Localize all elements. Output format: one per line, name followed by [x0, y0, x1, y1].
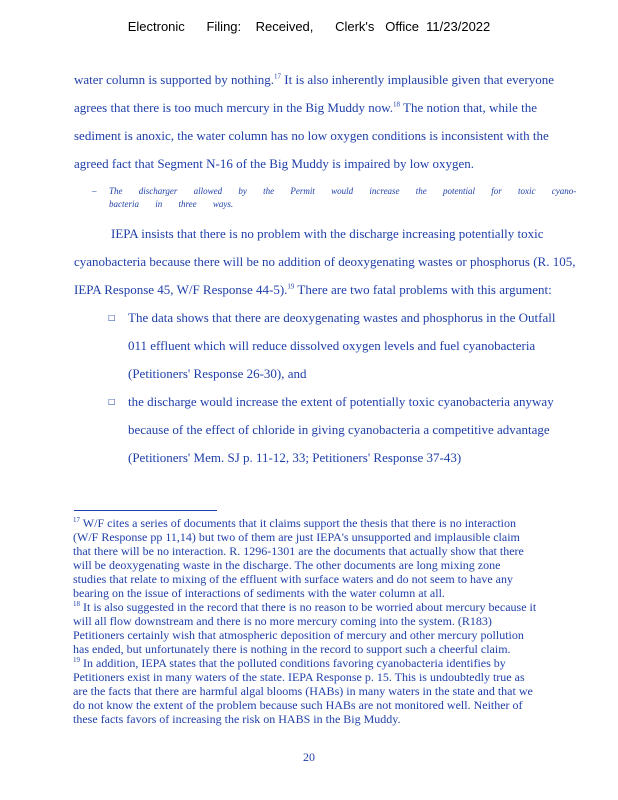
bullet1-line2: 011 effluent which will reduce dissolved oxygen levels and fuel cyanobacteria	[128, 338, 536, 353]
footnote-ref-18: 18	[393, 100, 401, 109]
footnote-18-line4: has ended, but unfortunately there is nothing in the record to support such a cheerful claim.	[73, 642, 511, 656]
text-run: There are two fatal problems with this argument:	[294, 282, 552, 297]
footnote-18-line1	[73, 600, 536, 615]
bullet2-line3: (Petitioners' Mem. SJ p. 11-12, 33; Petitioners' Response 37-43)	[128, 450, 462, 465]
heading-dash: –	[92, 186, 97, 196]
paragraph2-line2: cyanobacteria because there will be no addition of deoxygenating wastes or phosphorus (R. 105,	[74, 254, 576, 269]
bullet1-line3: (Petitioners' Response 26-30), and	[128, 366, 307, 381]
section-heading-line2: bacteria in three ways.	[109, 199, 234, 209]
paragraph1-line1	[74, 72, 554, 88]
footnote-mark: 19	[73, 656, 80, 664]
text-run: In addition, IEPA states that the polluted conditions favoring cyanobacteria identifies by	[80, 656, 506, 670]
text-run: agrees that there is too much mercury in the Big Muddy now.	[74, 100, 394, 115]
paragraph1-line4: agreed fact that Segment N-16 of the Big Muddy is impaired by low oxygen.	[74, 156, 475, 171]
page-number: 20	[303, 750, 315, 764]
footnote-18-line3: Petitioners certainly wish that atmospheric deposition of mercury and other mercury pollution	[73, 628, 524, 642]
bullet2-line1: the discharge would increase the extent of potentially toxic cyanobacteria anyway	[128, 394, 554, 409]
checkbox-bullet-icon: □	[108, 313, 116, 322]
footnote-19-line4: do not know the extent of the problem because such HABs are not monitored well. Neither of	[73, 698, 523, 712]
footnote-ref-19: 19	[287, 282, 295, 291]
filing-header: Electronic Filing: Received, Clerk's Office 11/23/2022	[127, 19, 491, 34]
footnote-19-line3: are the facts that there are harmful algal blooms (HABs) in many waters in the state and that we	[73, 684, 533, 698]
footnote-separator	[74, 510, 217, 511]
footnote-mark: 18	[73, 600, 80, 608]
footnote-19-line2: Petitioners exist in many waters of the state. IEPA Response p. 15. This is undoubtedly true as	[73, 670, 525, 684]
text-run: It is also suggested in the record that there is no reason to be worried about mercury because it	[80, 600, 537, 614]
checkbox-bullet-icon: □	[108, 397, 116, 406]
footnote-19-line1	[73, 656, 506, 671]
footnote-mark: 17	[73, 516, 80, 524]
footnote-19-line5: these facts favors of increasing the risk on HABS in the Big Muddy.	[73, 712, 401, 726]
footnote-ref-17: 17	[274, 72, 282, 81]
paragraph1-line2	[74, 100, 537, 116]
text-run: water column is supported by nothing.	[74, 72, 275, 87]
footnote-17-line3: that there will be no interaction. R. 1296-1301 are the documents that actually show that there	[73, 544, 524, 558]
footnote-18-line2: will all flow downstream and there is no more mercury coming into the system. (R183)	[73, 614, 492, 628]
footnote-17-line1	[73, 516, 516, 531]
footnote-17-line4: will be deoxygenating waste in the discharge. The other documents are long mixing zone	[73, 558, 501, 572]
text-run: W/F cites a series of documents that it claims support the thesis that there is no interaction	[80, 516, 517, 530]
footnote-17-line6: bearing on the issue of interactions of sediments with the water column at all.	[73, 586, 445, 600]
paragraph2-line3	[74, 282, 552, 298]
paragraph2-line1: IEPA insists that there is no problem with the discharge increasing potentially toxic	[111, 226, 544, 241]
text-run: The notion that, while the	[400, 100, 537, 115]
bullet2-line2: because of the effect of chloride in giving cyanobacteria a competitive advantage	[128, 422, 550, 437]
footnote-17-line5: studies that relate to mixing of the effluent with surface waters and do not seem to have any	[73, 572, 513, 586]
text-run: IEPA Response 45, W/F Response 44-5).	[74, 282, 288, 297]
bullet1-line1: The data shows that there are deoxygenating wastes and phosphorus in the Outfall	[128, 310, 556, 325]
section-heading-line1: The discharger allowed by the Permit would increase the potential for toxic cyano-	[109, 186, 577, 196]
paragraph1-line3: sediment is anoxic, the water column has no low oxygen conditions is inconsistent with the	[74, 128, 549, 143]
text-run: It is also inherently implausible given that everyone	[281, 72, 554, 87]
footnote-17-line2: (W/F Response pp 11,14) but two of them are just IEPA's unsupported and implausible claim	[73, 530, 520, 544]
